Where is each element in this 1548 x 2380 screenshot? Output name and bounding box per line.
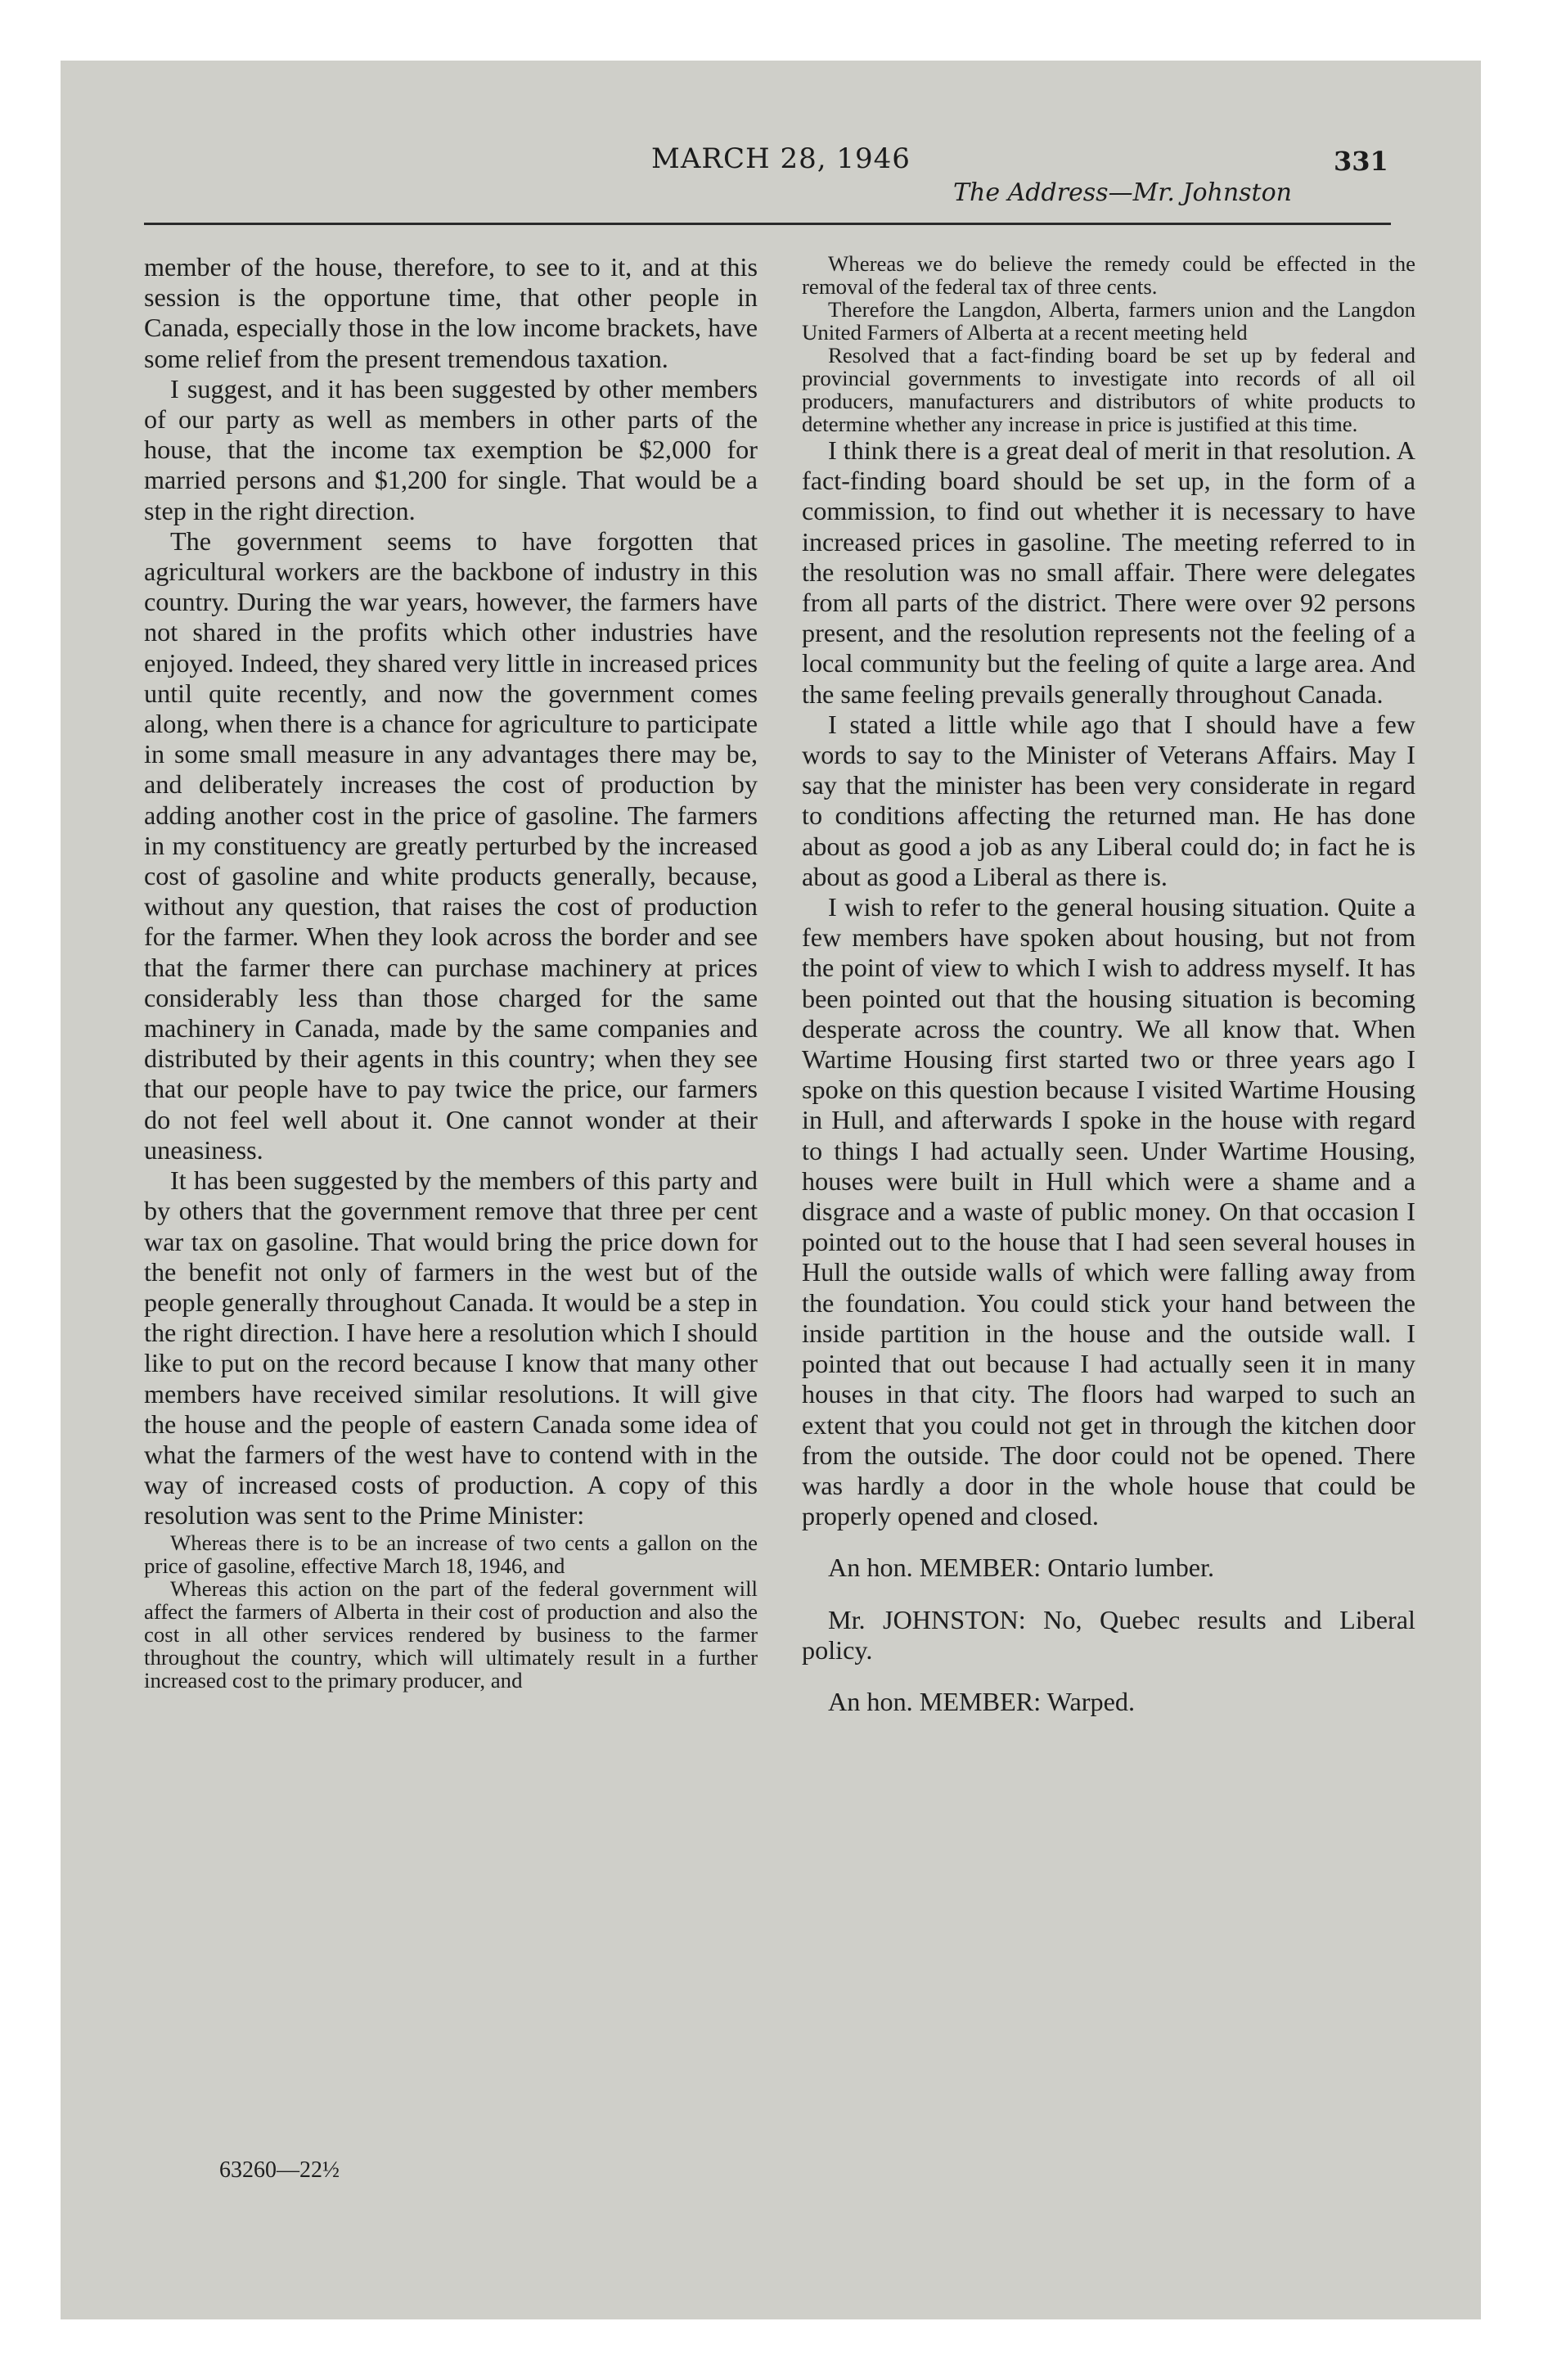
interjection: An hon. MEMBER: Ontario lumber.: [828, 1553, 1215, 1583]
page-number: 331: [1334, 146, 1388, 177]
paragraph: I stated a little while ago that I should have a few words to say to the Minister of Veterans Affairs. May I say that the minister has been very considerate in regard to conditions affecting the returned man. He has done about as good a job as any Liberal could do; in fact he is about as good a Liberal as there is.: [802, 709, 1415, 891]
page-header: [90, 85, 1402, 207]
right-column: [802, 252, 1415, 1717]
resolution-clause: Whereas there is to be an increase of two cents a gallon on the price of gasoline, effective March 18, 1946, and: [144, 1530, 758, 1578]
paragraph: I suggest, and it has been suggested by other members of our party as well as members in other parts of the house, that the income tax exemption be $2,000 for married persons and $1,200 for single. That would be a step in the right direction.: [144, 373, 758, 525]
printer-code: 63260—22½: [219, 2157, 340, 2183]
paragraph: member of the house, therefore, to see to it, and at this session is the opportune time, that other people in Canada, especially those in the low income brackets, have some relief from the present tremendous taxation.: [144, 252, 758, 373]
running-head: The Address—Mr. Johnston: [953, 178, 1292, 207]
resolution-clause: Whereas we do believe the remedy could be effected in the removal of the federal tax of three cents.: [802, 251, 1415, 299]
paragraph: It has been suggested by the members of this party and by others that the government remove that three per cent war tax on gasoline. That would bring the price down for the benefit not only of farmers in the west but of the people generally throughout Canada. It would be a step in the right direction. I have here a resolution which I should like to put on the record because I know that many other members have received similar resolutions. It will give the house and the people of eastern Canada some idea of what the farmers of the west have to contend with in the way of increased costs of production. A copy of this resolution was sent to the Prime Minister:: [144, 1165, 758, 1530]
header-date: MARCH 28, 1946: [651, 142, 911, 175]
paragraph: The government seems to have forgotten that agricultural workers are the backbone of industry in this country. During the war years, however, the farmers have not shared in the profits which other industries have enjoyed. Indeed, they shared very little in increased prices until quite recently, and now the government comes along, when there is a chance for agriculture to participate in some small measure in any advantages there may be, and deliberately increases the cost of production by adding another cost in the price of gasoline. The farmers in my constituency are greatly perturbed by the increased cost of gasoline and white products generally, because, without any question, that raises the cost of production for the farmer. When they look across the border and see that the farmer there can purchase machinery at prices considerably less than those charged for the same machinery in Canada, made by the same companies and distributed by their agents in this country; when they see that our people have to pay twice the price, our farmers do not feel well about it. One cannot wonder at their uneasiness.: [144, 525, 758, 1165]
resolution-clause: Resolved that a fact-finding board be set up by federal and provincial governments to investigate into records of all oil producers, manufacturers and distributors of white products to determine whether any increase in price is justified at this time.: [802, 343, 1415, 436]
header-rule: [144, 223, 1391, 225]
paragraph: I think there is a great deal of merit in that resolution. A fact-finding board should be set up, in the form of a commission, to find out whether it is necessary to have increased prices in gasoline. The meeting referred to in the resolution was no small affair. There were delegates from all parts of the district. There were over 92 persons present, and the resolution represents not the feeling of a local community but the feeling of quite a large area. And the same feeling prevails generally throughout Canada.: [802, 435, 1415, 709]
left-column: [144, 252, 758, 1692]
paragraph: I wish to refer to the general housing situation. Quite a few members have spoken about housing, but not from the point of view to which I wish to address myself. It has been pointed out that the housing situation is becoming desperate across the country. We all know that. When Wartime Housing first started two or three years ago I spoke on this question because I visited Wartime Housing in Hull, and afterwards I spoke in the house with regard to things I had actually seen. Under Wartime Housing, houses were built in Hull which were a shame and a disgrace and a waste of public money. On that occasion I pointed out to the house that I had seen several houses in Hull the outside walls of which were falling away from the foundation. You could stick your hand between the inside partition in the house and the outside wall. I pointed that out because I had actually seen it in many houses in that city. The floors had warped to such an extent that you could not get in through the kitchen door from the outside. The door could not be opened. There was hardly a door in the whole house that could be properly opened and closed.: [802, 892, 1415, 1531]
speaker-reply: Mr. JOHNSTON: No, Quebec results and Liberal policy.: [802, 1604, 1415, 1665]
interjection: An hon. MEMBER: Warped.: [828, 1686, 1135, 1716]
resolution-clause: Whereas this action on the part of the federal government will affect the farmers of Alberta in their cost of production and also the cost in all other services rendered by business to the farmer throughout the country, which will ultimately result in a further increased cost to the primary producer, and: [144, 1575, 758, 1693]
resolution-clause: Therefore the Langdon, Alberta, farmers union and the Langdon United Farmers of Alberta at a recent meeting held: [802, 297, 1415, 345]
